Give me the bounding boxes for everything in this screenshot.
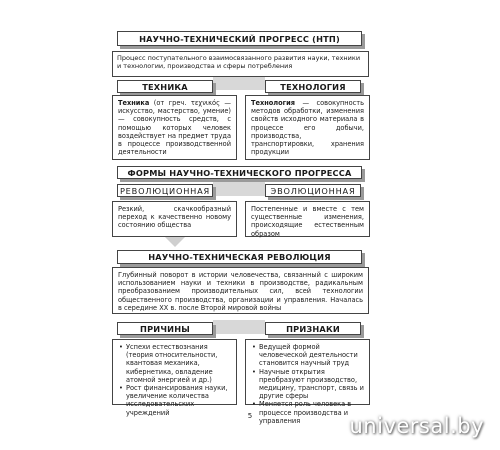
- technologia-term: Технология: [251, 99, 295, 107]
- ntr-title: НАУЧНО-ТЕХНИЧЕСКАЯ РЕВОЛЮЦИЯ: [117, 250, 362, 264]
- list-item: • Ведущей формой человеческой деятельности становится научный труд: [259, 343, 365, 368]
- causes-connector: [213, 320, 265, 334]
- main-definition: Процесс поступательного взаимосвязанного развития науки, техники и технологии, производства и сферы потребления: [112, 51, 369, 77]
- list-item: • Научные открытия преобразуют производство, медицину, транспорт, связь и другие сферы: [259, 368, 365, 401]
- causes-list: [112, 339, 237, 417]
- causes-header: ПРИЧИНЫ: [117, 322, 213, 335]
- evolution-header: ЭВОЛЮЦИОННАЯ: [265, 184, 361, 197]
- technika-definition: Техника (от греч. τεχνικός — искусство, мастерство, умение) — совокупность средств, с помощью которых человек воздействует на предмет труда в процессе производственной деятельности: [112, 95, 237, 160]
- down-arrow-icon: [165, 237, 185, 247]
- technika-term: Техника: [118, 99, 150, 107]
- technologia-definition: Технология — совокупность методов обработки, изменения свойств исходного материала в процессе его добычи, производства, транспортировки, хранения продукции: [245, 95, 370, 160]
- page-number: 5: [247, 412, 253, 420]
- watermark: universal.by: [349, 414, 484, 438]
- revolution-header: РЕВОЛЮЦИОННАЯ: [117, 184, 213, 197]
- signs-header: ПРИЗНАКИ: [265, 322, 361, 335]
- list-item: • Меняется роль человека в процессе производства и управления: [259, 400, 365, 425]
- connector-band: [213, 77, 265, 90]
- signs-list: [245, 339, 370, 425]
- revolution-definition: Резкий, скачкообразный переход к качественно новому состоянию общества: [112, 201, 237, 237]
- ntr-definition: Глубинный поворот в истории человечества, связанный с широким использованием науки и техники в производстве, радикальным преобразованием производительных сил, всей технологии общественного производства, организации и управления. Началась в середине XX в. после Второй мировой войны: [112, 267, 369, 314]
- technologia-header: ТЕХНОЛОГИЯ: [265, 80, 361, 93]
- technika-header: ТЕХНИКА: [117, 80, 213, 93]
- forms-connector: [213, 182, 265, 196]
- evolution-definition: Постепенные и вместе с тем существенные изменения, происходящие естественным образом: [245, 201, 370, 237]
- list-item: • Успехи естествознания (теория относительности, квантовая механика, кибернетика, овладение атомной энергией и др.): [126, 343, 232, 384]
- main-title-text: НАУЧНО-ТЕХНИЧЕСКИЙ ПРОГРЕСС (НТП): [139, 33, 340, 44]
- main-title: [117, 31, 362, 46]
- list-item: • Рост финансирования науки, увеличение количества исследовательских учреждений: [126, 384, 232, 417]
- forms-title: ФОРМЫ НАУЧНО-ТЕХНИЧЕСКОГО ПРОГРЕССА: [117, 166, 362, 179]
